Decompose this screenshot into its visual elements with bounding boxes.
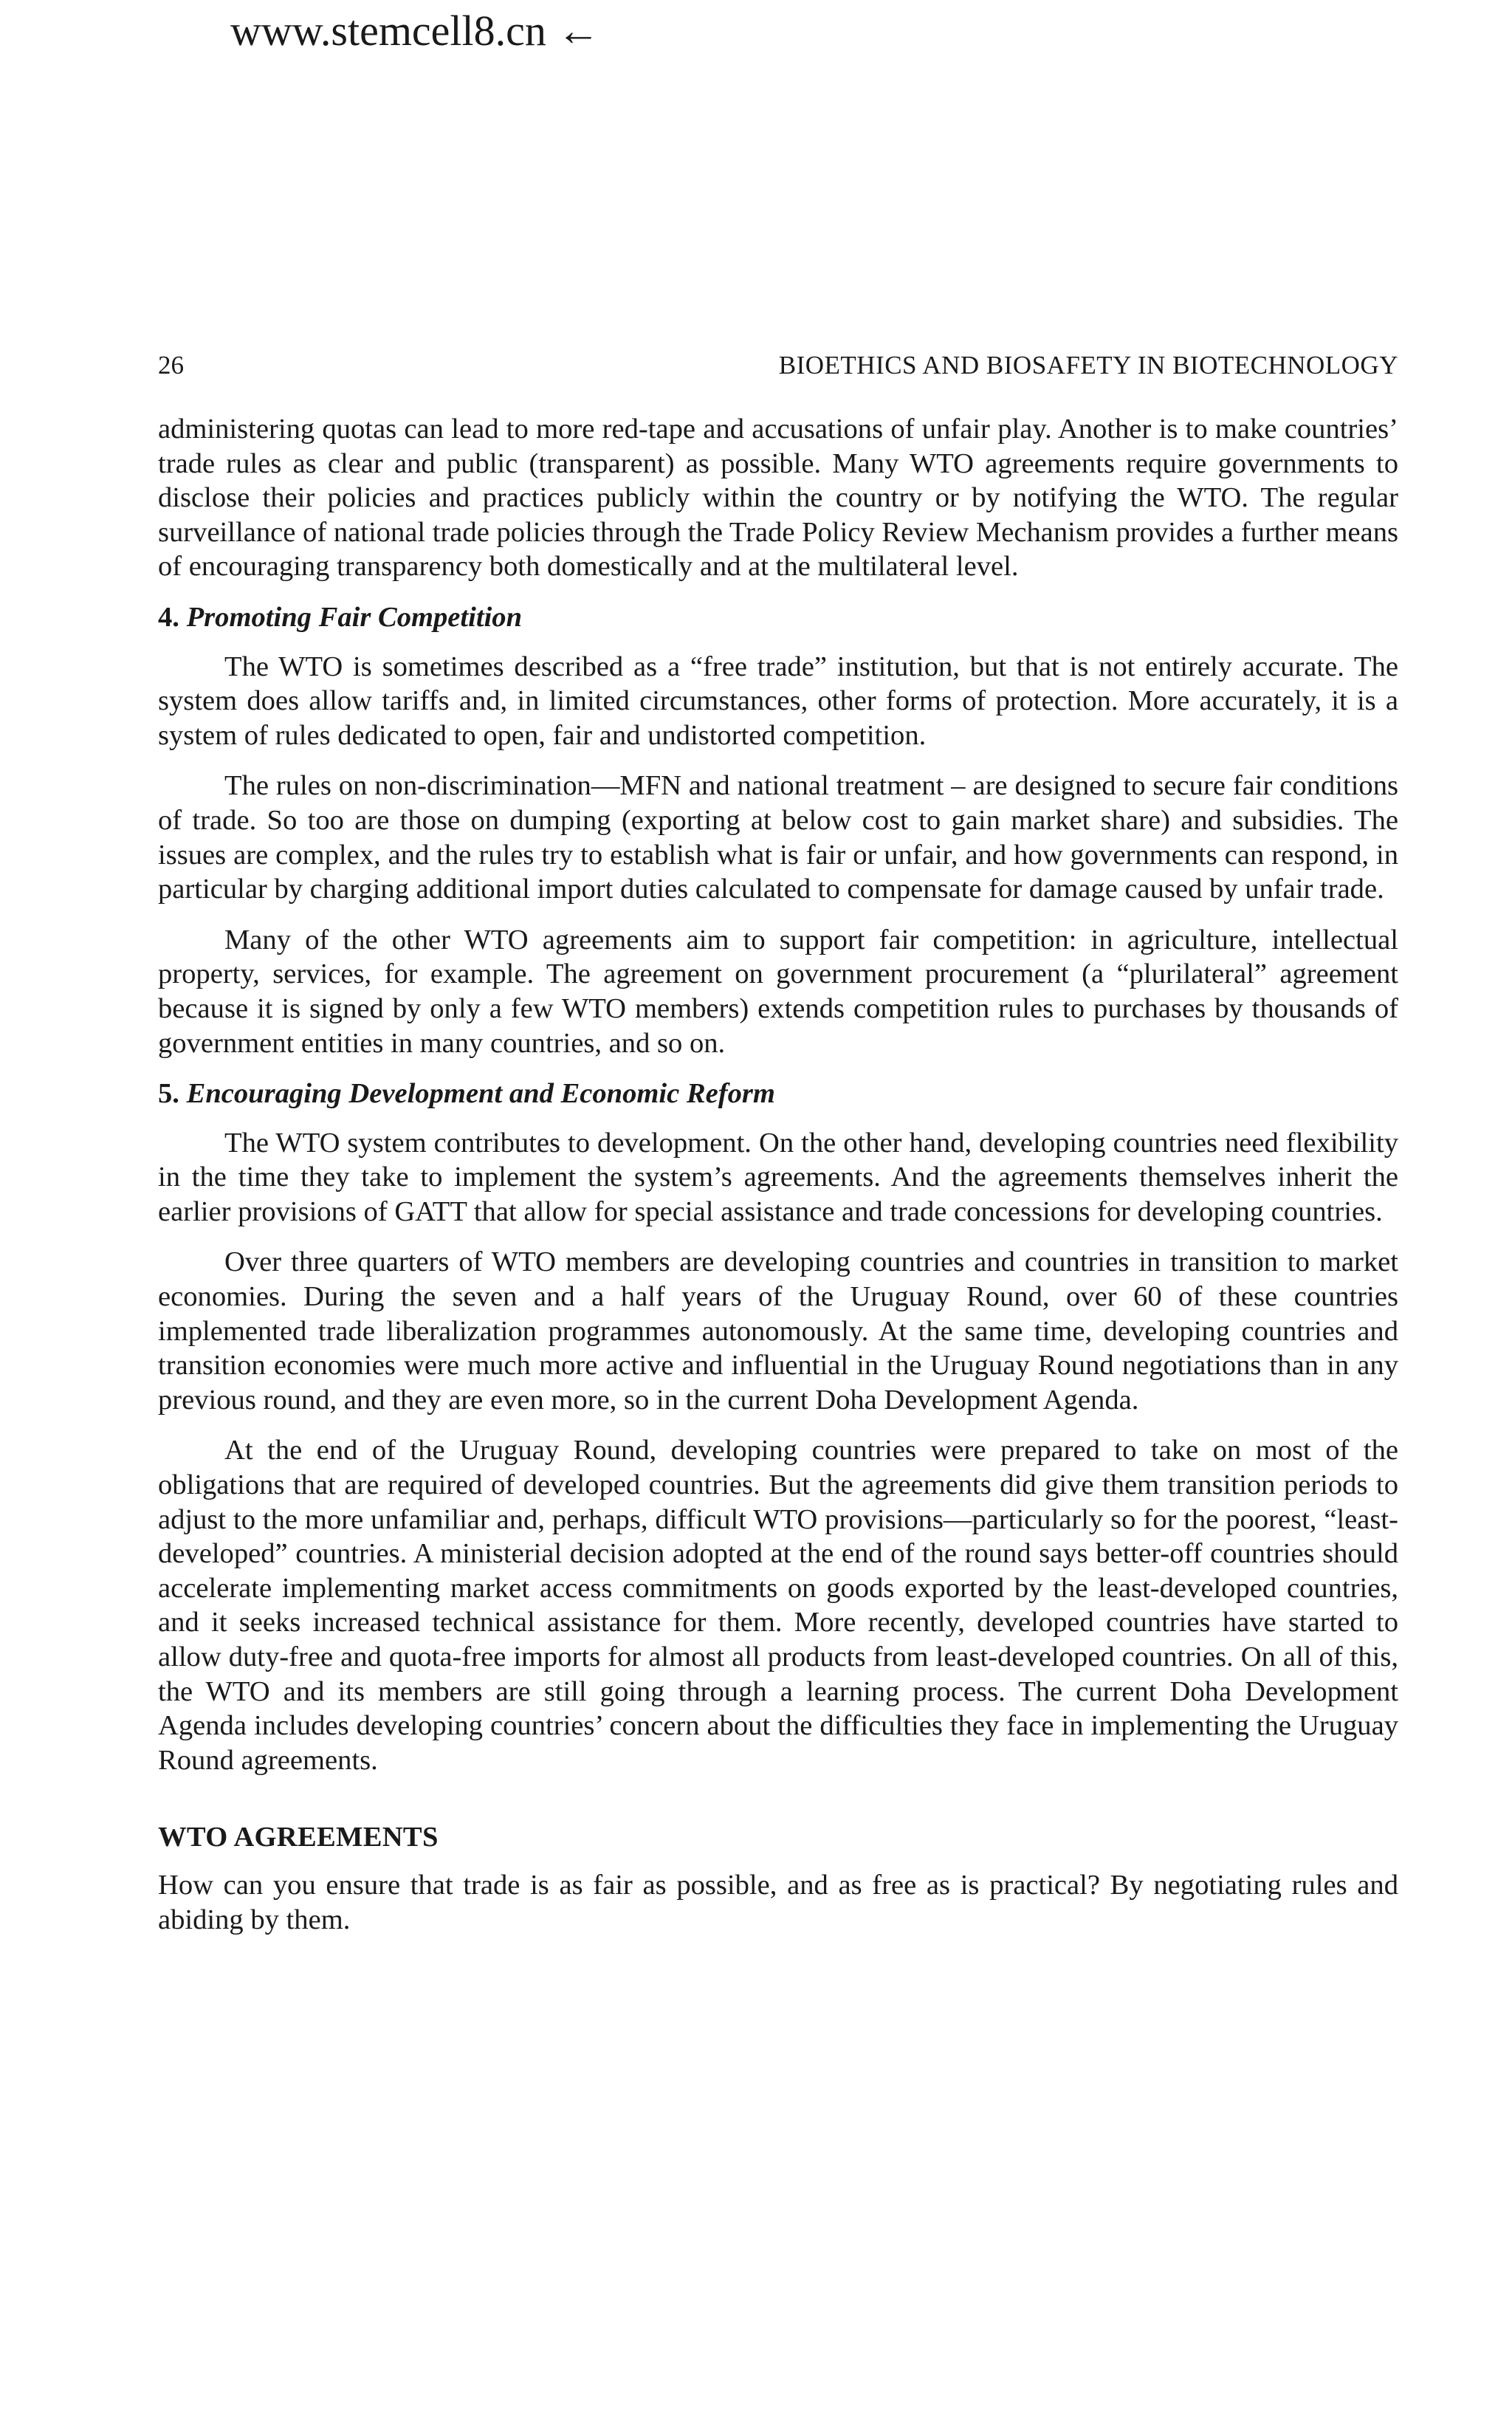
section-5-paragraph-1: The WTO system contributes to development. On the other hand, developing countries need flexibility in the time they take to implement the system’s agreements. And the agreements themselves inherit the earlier provisions of GATT that allow for special assistance and trade concessions for developing countries. (158, 1127, 1398, 1227)
page-number: 26 (158, 351, 184, 380)
running-head (158, 347, 1398, 384)
section-5-title: Encouraging Development and Economic Reform (186, 1078, 775, 1110)
book-title: BIOETHICS AND BIOSAFETY IN BIOTECHNOLOGY (778, 351, 1398, 380)
section-4-paragraph-1: The WTO is sometimes described as a “free trade” institution, but that is not entirely accurate. The system does allow tariffs and, in limited circumstances, other forms of protection. More accurately, it is a system of rules dedicated to open, fair and undistorted competition. (158, 651, 1398, 751)
wto-agreements-paragraph: How can you ensure that trade is as fair as possible, and as free as is practical? By negotiating rules and abiding by them. (158, 1869, 1398, 1935)
section-4-number: 4. (158, 601, 179, 633)
intro-paragraph: administering quotas can lead to more red-tape and accusations of unfair play. Another is to make countries’ trade rules as clear and public (transparent) as possible. Many WTO agreements require governments to disclose their policies and practices publicly within the country or by notifying the WTO. The regular surveillance of national trade policies through the Trade Policy Review Mechanism provides a further means of encouraging transparency both domestically and at the multilateral level. (158, 413, 1398, 583)
section-5-paragraph-3: At the end of the Uruguay Round, developing countries were prepared to take on most of the obligations that are required of developed countries. But the agreements did give them transition periods to adjust to the more unfamiliar and, perhaps, difficult WTO provisions—particularly so for the poorest, “least-developed” countries. A ministerial decision adopted at the end of the round says better-off countries should accelerate implementing market access commitments on goods exported by the least-developed countries, and it seeks increased technical assistance for them. More recently, developed countries have started to allow duty-free and quota-free imports for almost all products from least-developed countries. On all of this, the WTO and its members are still going through a learning process. The current Doha Development Agenda includes developing countries’ concern about the difficulties they face in implementing the Uruguay Round agreements. (158, 1435, 1398, 1776)
section-4-paragraph-2: The rules on non-discrimination—MFN and national treatment – are designed to secure fair conditions of trade. So too are those on dumping (exporting at below cost to gain market share) and subsidies. The issues are complex, and the rules try to establish what is fair or unfair, and how governments can respond, in particular by charging additional import duties calculated to compensate for damage caused by unfair trade. (158, 770, 1398, 905)
section-4-heading (158, 600, 1398, 635)
section-5-number: 5. (158, 1078, 179, 1110)
section-5-paragraph-2: Over three quarters of WTO members are developing countries and countries in transition to market economies. During the seven and a half years of the Uruguay Round, over 60 of these countries implemented trade liberalization programmes autonomously. At the same time, developing countries and transition economies were much more active and influential in the Uruguay Round negotiations than in any previous round, and they are even more, so in the current Doha Development Agenda. (158, 1246, 1398, 1415)
section-4-title: Promoting Fair Competition (186, 601, 523, 633)
watermark-url: www.stemcell8.cn ← (230, 7, 600, 55)
section-5-heading (158, 1077, 1398, 1111)
body-text (158, 412, 1398, 1953)
section-4-paragraph-3: Many of the other WTO agreements aim to support fair competition: in agriculture, intellectual property, services, for example. The agreement on government procurement (a “plurilateral” agreement because it is signed by only a few WTO members) extends competition rules to purchases by thousands of government entities in many countries, and so on. (158, 924, 1398, 1059)
wto-agreements-heading: WTO AGREEMENTS (158, 1822, 439, 1853)
